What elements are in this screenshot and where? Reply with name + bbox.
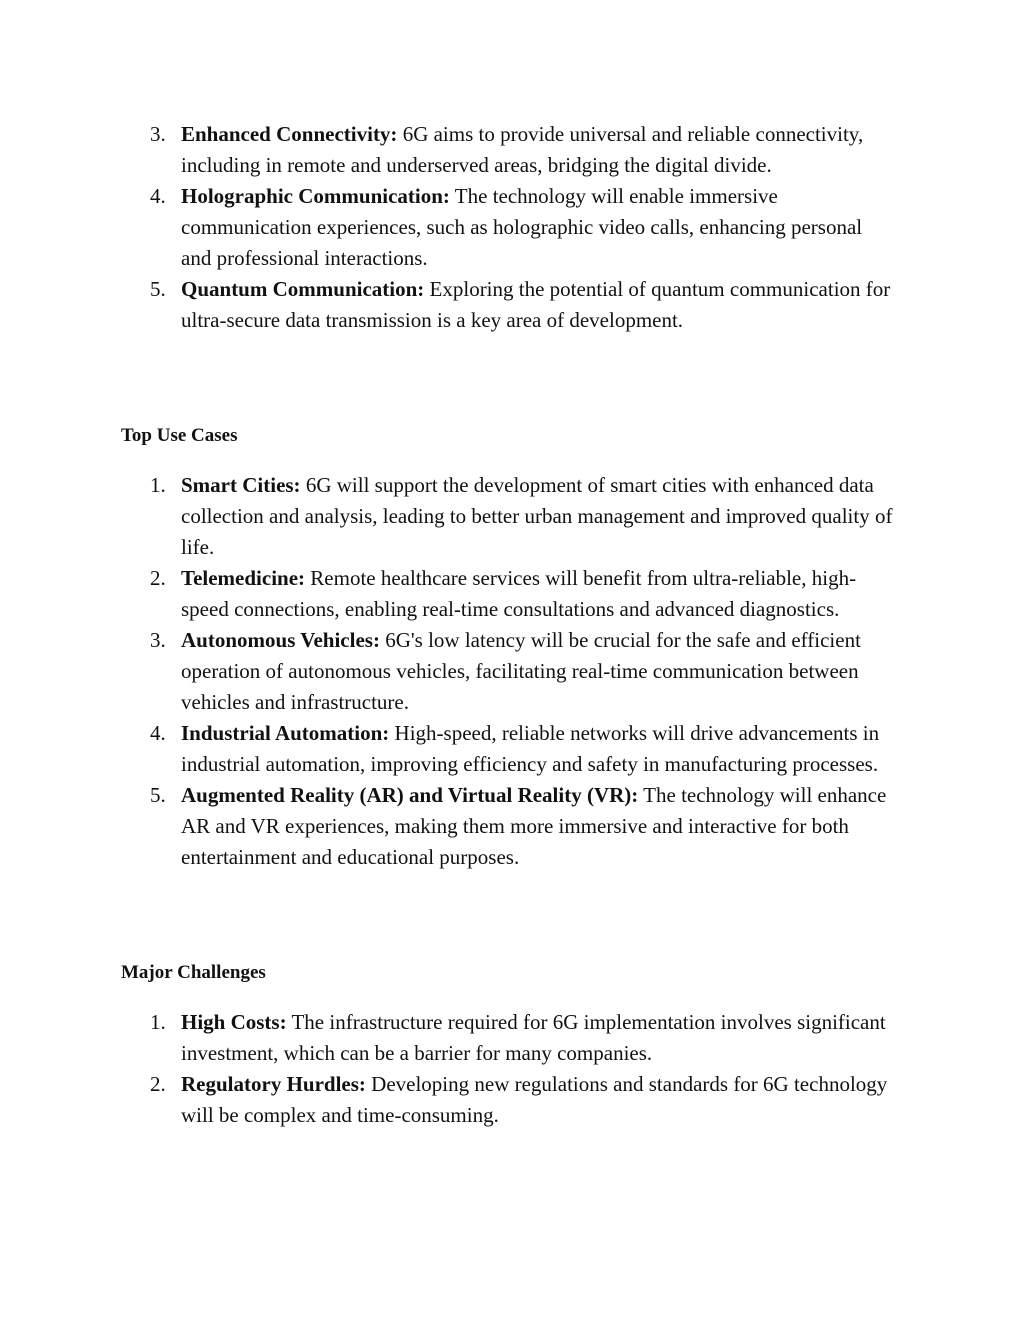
item-term: Telemedicine:	[181, 566, 306, 590]
list-number: 5.	[150, 783, 166, 807]
list-number: 2.	[150, 566, 166, 590]
list-number: 2.	[150, 1072, 166, 1096]
section-heading-use-cases: Top Use Cases	[121, 425, 238, 446]
list-number: 4.	[150, 184, 166, 208]
list-item	[0, 718, 897, 780]
list-number: 1.	[150, 1010, 166, 1034]
list-item	[0, 1007, 897, 1069]
list-number: 5.	[150, 277, 166, 301]
item-text: Remote healthcare services will benefit from ultra-reliable, high-speed connections, enabling real-time consultations and advanced diagnostics.	[181, 566, 857, 621]
item-text: The infrastructure required for 6G implementation involves significant investment, which can be a barrier for many companies.	[181, 1010, 886, 1065]
item-text: 6G's low latency will be crucial for the safe and efficient operation of autonomous vehicles, facilitating real-time communication between vehicles and infrastructure.	[181, 628, 861, 714]
item-term: Regulatory Hurdles:	[181, 1072, 366, 1096]
list-item	[0, 625, 897, 718]
challenges-list	[0, 1007, 1024, 1131]
item-term: Quantum Communication:	[181, 277, 425, 301]
section-heading-challenges: Major Challenges	[121, 962, 266, 983]
list-item	[0, 274, 897, 336]
use-cases-list	[0, 470, 1024, 873]
item-text: 6G aims to provide universal and reliable connectivity, including in remote and underserved areas, bridging the digital divide.	[181, 122, 864, 177]
list-item	[0, 563, 897, 625]
list-number: 1.	[150, 473, 166, 497]
item-term: Holographic Communication:	[181, 184, 450, 208]
list-item	[0, 181, 897, 274]
list-number: 3.	[150, 122, 166, 146]
item-term: Autonomous Vehicles:	[181, 628, 380, 652]
features-list-continued	[0, 119, 1024, 336]
list-item	[0, 470, 897, 563]
item-text: Developing new regulations and standards for 6G technology will be complex and time-consuming.	[181, 1072, 888, 1127]
list-item	[0, 1069, 897, 1131]
item-term: Augmented Reality (AR) and Virtual Reality (VR):	[181, 783, 639, 807]
list-item	[0, 780, 897, 873]
item-text: 6G will support the development of smart cities with enhanced data collection and analysis, leading to better urban management and improved quality of life.	[181, 473, 893, 559]
item-term: Smart Cities:	[181, 473, 301, 497]
list-number: 3.	[150, 628, 166, 652]
list-number: 4.	[150, 721, 166, 745]
item-text: High-speed, reliable networks will drive advancements in industrial automation, improving efficiency and safety in manufacturing processes.	[181, 721, 880, 776]
item-text: The technology will enhance AR and VR experiences, making them more immersive and interactive for both entertainment and educational purposes.	[181, 783, 887, 869]
item-text: The technology will enable immersive communication experiences, such as holographic video calls, enhancing personal and professional interactions.	[181, 184, 863, 270]
item-term: Enhanced Connectivity:	[181, 122, 398, 146]
item-term: High Costs:	[181, 1010, 287, 1034]
list-item	[0, 119, 897, 181]
item-term: Industrial Automation:	[181, 721, 390, 745]
item-text: Exploring the potential of quantum communication for ultra-secure data transmission is a key area of development.	[181, 277, 891, 332]
